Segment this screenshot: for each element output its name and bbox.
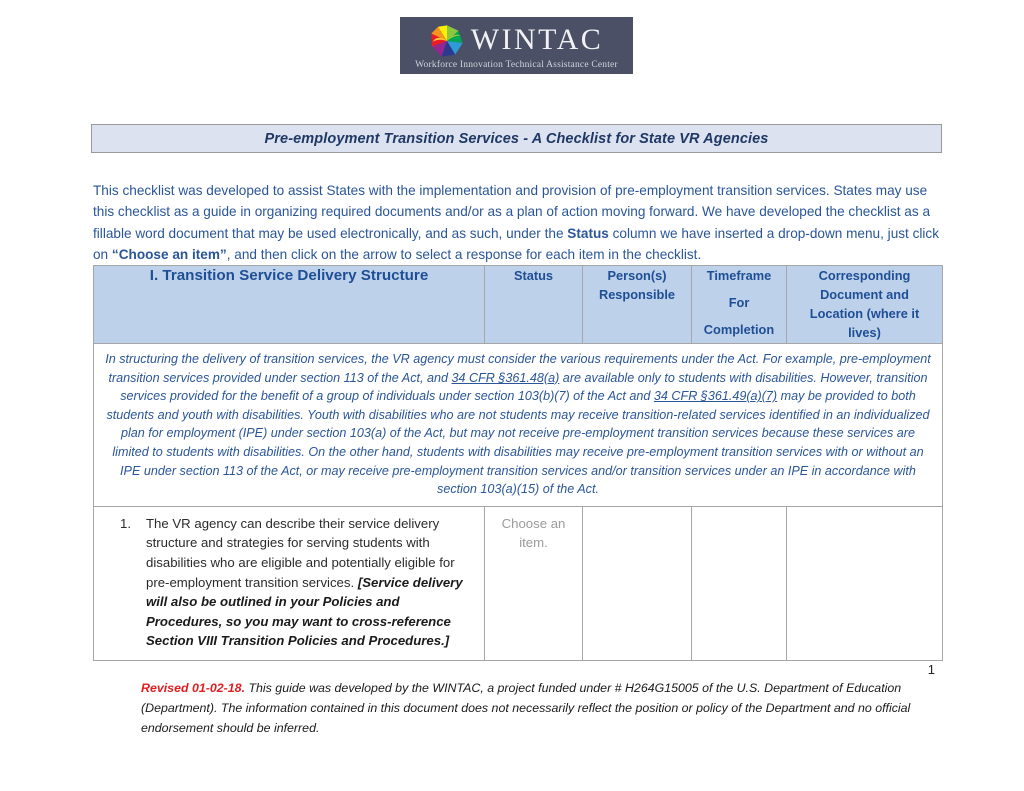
section-intro-text2: are available only to students with disabilities. However, transition services provided for the benefit of a group of individuals under section 103(b)(7) of the Act and: [120, 370, 928, 404]
intro-paragraph: [93, 180, 942, 266]
section-intro-text3: may be provided to both students and youth with disabilities. Youth with disabilities who are not students may receive transition-related services identified in an individualized plan for employment (IPE) under section 103(a) of the Act, but may not receive pre-employment transition services because these services are limited to students with disabilities. On the other hand, students with disabilities may receive pre-employment transition services with or without an IPE under section 113 of the Act, or may receive pre-employment transition services and/or transition services under an IPE in accordance with section 103(a)(15) of the Act.: [106, 389, 930, 497]
intro-choose-item-keyword: “Choose an item”: [111, 247, 227, 263]
checklist-item-number: 1.: [120, 515, 131, 531]
status-dropdown-placeholder[interactable]: Choose an item.: [501, 515, 566, 551]
page-number: 1: [927, 662, 935, 677]
checklist-table: [93, 265, 943, 661]
status-dropdown-cell[interactable]: [485, 506, 583, 660]
checklist-item-emphasis: [Service delivery will also be outlined in your Policies and Procedures, so you may want to cross-reference Section VIII Transition Policies and Procedures.]: [146, 574, 463, 649]
table-header-row: [94, 266, 943, 344]
section-intro-cell: [94, 344, 943, 507]
wintac-logo: [400, 17, 633, 74]
column-header-timeframe-line3: Completion: [703, 322, 775, 337]
column-header-persons-line1: Person(s): [607, 268, 667, 283]
logo-wordmark: WINTAC: [470, 23, 604, 56]
page-title: Pre-employment Transition Services - A Checklist for State VR Agencies: [264, 130, 769, 147]
footer-note: [141, 678, 941, 738]
column-header-status: Status: [485, 266, 583, 344]
column-header-document-line3: Location (where it: [809, 306, 920, 321]
column-header-persons-responsible: [583, 266, 692, 344]
section-intro-text1: In structuring the delivery of transition services, the VR agency must consider the various requirements under the Act. For example, pre-employment transition services provided under section 113 of the Act, and: [105, 352, 931, 385]
footer-disclaimer-text: This guide was developed by the WINTAC, a project funded under # H264G15005 of the U.S. Department of Education (Department). The information contained in this document does not necessarily reflect the position or policy of the Department and no official endorsement should be inferred.: [141, 681, 911, 735]
checklist-item-text: The VR agency can describe their service delivery structure and strategies for serving students with disabilities who are eligible and potentially eligible for pre-employment transition services.: [146, 515, 455, 590]
column-header-document-line2: Document and: [820, 287, 909, 302]
intro-status-keyword: Status: [567, 225, 609, 241]
column-header-document-line4: lives): [848, 325, 881, 340]
section-intro-row: [94, 344, 943, 507]
link-34-cfr-361-49a7[interactable]: 34 CFR §361.49(a)(7): [653, 389, 778, 404]
timeframe-cell[interactable]: [692, 506, 787, 660]
intro-text-part2: column we have inserted a drop-down menu, just click on: [93, 225, 940, 263]
intro-text-part3: , and then click on the arrow to select a response for each item in the checklist.: [226, 247, 702, 263]
corresponding-document-cell[interactable]: [787, 506, 943, 660]
column-header-timeframe: [692, 266, 787, 344]
column-header-persons-line2: Responsible: [598, 287, 676, 302]
wintac-pinwheel-icon: [430, 24, 464, 58]
logo-main-row: [430, 23, 604, 59]
persons-responsible-cell[interactable]: [583, 506, 692, 660]
column-header-timeframe-line2: For: [728, 295, 750, 310]
checklist-item-body: [146, 514, 476, 651]
column-header-timeframe-line1: Timeframe: [706, 268, 772, 283]
intro-text-part1: This checklist was developed to assist States with the implementation and provision of pre-employment transition services. States may use this checklist as a guide in organizing required documents and/or as a plan of action moving forward. We have developed the checklist as a fillable word document that may be used electronically, and as such, under the: [93, 182, 930, 241]
footer-revised-date: Revised 01-02-18.: [141, 681, 246, 695]
logo-tagline: Workforce Innovation Technical Assistance Center: [415, 60, 618, 70]
checklist-item-cell: [94, 506, 485, 660]
column-header-document-line1: Corresponding: [818, 268, 911, 283]
table-body: [94, 344, 943, 661]
table-row: [94, 506, 943, 660]
column-header-corresponding-document: [787, 266, 943, 344]
link-34-cfr-361-48a[interactable]: 34 CFR §361.48(a): [451, 370, 560, 385]
table-header: [94, 266, 943, 344]
column-header-section: I. Transition Service Delivery Structure: [94, 266, 485, 344]
document-title-banner: [91, 124, 942, 153]
